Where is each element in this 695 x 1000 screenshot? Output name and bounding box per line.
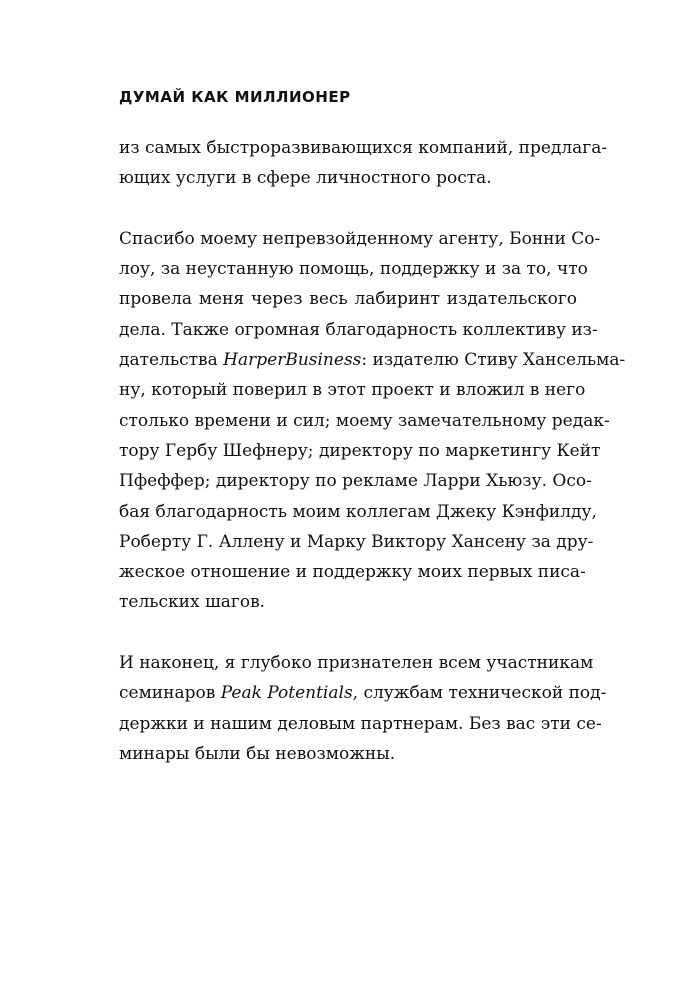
paragraph-2: [119, 224, 626, 618]
text-line: тельских шагов.: [119, 592, 266, 613]
text-segment: , службам технической под-: [352, 683, 607, 704]
text-line: тору Гербу Шефнеру; директору по маркетингу Кейт: [119, 440, 601, 461]
text-line: дела. Также огромная благодарность коллективу из-: [119, 319, 598, 340]
text-segment: дательства: [119, 350, 224, 371]
text-line: из самых быстроразвивающихся компаний, предлага-: [119, 138, 608, 158]
paragraph-3: [119, 648, 607, 769]
company-name: Peak Potentials: [220, 683, 353, 704]
text-segment: : издателю Стиву Хансельма-: [361, 350, 626, 371]
text-line: Спасибо моему непревзойденному агенту, Бонни Со-: [119, 228, 601, 249]
text-line: ющих услуги в сфере личностного роста.: [119, 168, 492, 189]
text-segment: семинаров: [119, 683, 221, 704]
body-text: [119, 133, 626, 769]
publisher-name: HarperBusiness: [223, 350, 362, 371]
text-line: [119, 678, 607, 708]
text-line: бая благодарность моим коллегам Джеку Кэнфилду,: [119, 501, 597, 522]
text-line: И наконец, я глубоко признателен всем участникам: [119, 653, 594, 674]
text-line: жеское отношение и поддержку моих первых писа-: [119, 562, 586, 583]
paragraph-gap: [119, 194, 577, 224]
paragraph-1: [119, 133, 608, 194]
running-title: ДУМАЙ КАК МИЛЛИОНЕР: [119, 88, 351, 106]
text-line: минары были бы невозможны.: [119, 743, 396, 764]
text-line: держки и нашим деловым партнерам. Без вас эти се-: [119, 713, 602, 734]
text-line: столько времени и сил; моему замечательному редак-: [119, 410, 610, 431]
paragraph-gap: [119, 618, 577, 648]
text-line: Роберту Г. Аллену и Марку Виктору Хансену за дру-: [119, 531, 594, 552]
text-line: [119, 345, 626, 375]
text-line: Пфеффер; директору по рекламе Ларри Хьюзу. Осо-: [119, 471, 592, 492]
text-line: лоу, за неустанную помощь, поддержку и за то, что: [119, 259, 588, 280]
text-line: ну, который поверил в этот проект и вложил в него: [119, 380, 586, 401]
text-line: провела меня через весь лабиринт издательского: [119, 289, 577, 310]
